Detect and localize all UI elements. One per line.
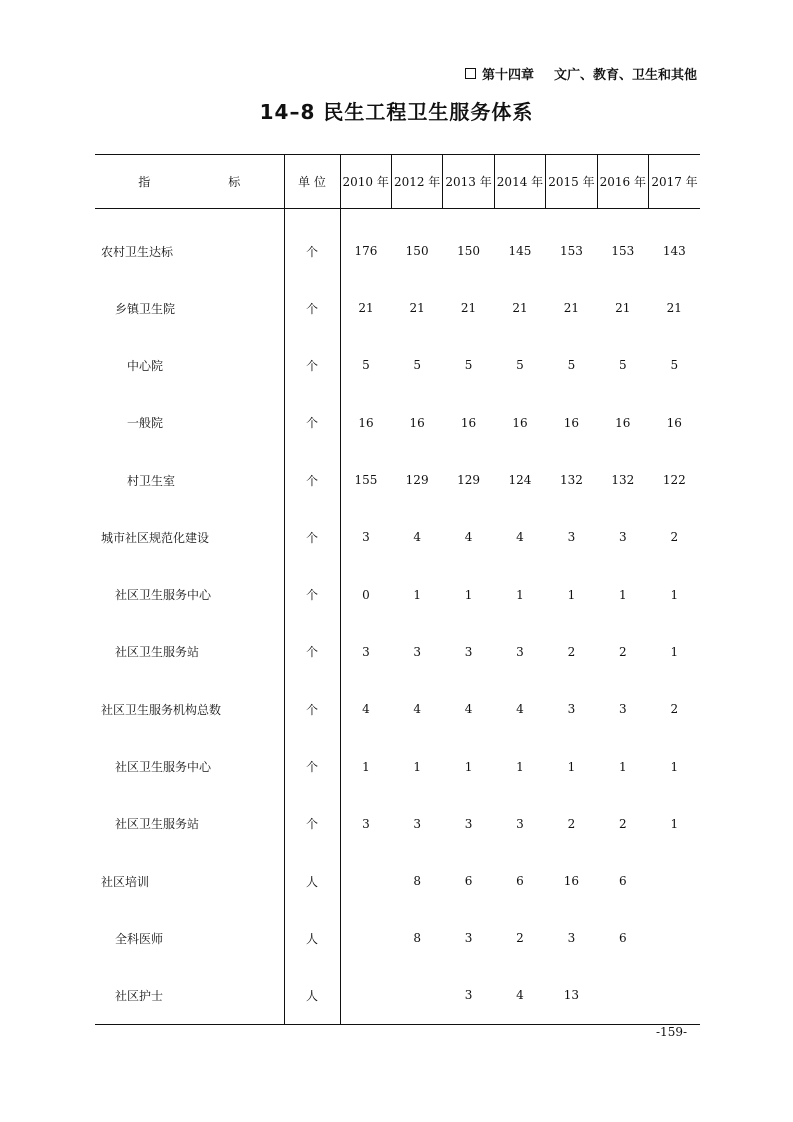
value-cell: 3 (567, 530, 576, 545)
value-cell: 3 (516, 644, 524, 659)
indicator-name: 城市社区规范化建设 (95, 509, 284, 566)
value-cell: 3 (464, 644, 473, 659)
value-cell (649, 910, 700, 967)
value-cell: 2 (670, 702, 679, 717)
value-cell: 1 (464, 759, 473, 774)
value-cell: 21 (409, 301, 425, 316)
value-cell: 3 (362, 644, 370, 659)
unit-cell: 个 (284, 394, 340, 451)
value-cell: 3 (413, 644, 421, 659)
table-row (95, 967, 700, 1024)
value-cell: 5 (464, 358, 473, 373)
indicator-name: 社区卫生服务站 (95, 623, 284, 680)
year-column-header: 2014 年 (494, 155, 545, 209)
value-cell: 3 (516, 816, 524, 831)
value-cell: 3 (619, 702, 627, 717)
value-cell: 1 (567, 759, 576, 774)
unit-cell: 个 (284, 738, 340, 795)
value-cell: 153 (611, 244, 635, 259)
value-cell: 132 (559, 473, 583, 488)
value-cell: 4 (362, 702, 370, 717)
value-cell: 3 (619, 530, 627, 545)
value-cell: 21 (512, 301, 528, 316)
chapter-number: 第十四章 (481, 68, 534, 83)
value-cell: 2 (567, 816, 576, 831)
value-cell: 3 (464, 931, 473, 946)
value-cell (649, 967, 700, 1024)
square-bullet-icon (465, 68, 476, 79)
value-cell: 3 (362, 816, 370, 831)
value-cell: 143 (662, 244, 686, 259)
indicator-name: 社区培训 (95, 852, 284, 909)
table-row (95, 209, 700, 280)
value-cell: 6 (464, 874, 473, 889)
value-cell: 5 (516, 358, 524, 373)
value-cell: 21 (460, 301, 477, 316)
table-row (95, 280, 700, 337)
value-cell: 3 (567, 702, 576, 717)
page-title: 14–8 民生工程卫生服务体系 (259, 100, 534, 124)
value-cell (340, 852, 391, 909)
indicator-name: 全科医师 (95, 910, 284, 967)
indicator-name: 一般院 (95, 394, 284, 451)
value-cell: 1 (670, 644, 679, 659)
indicator-name: 农村卫生达标 (95, 209, 284, 280)
value-cell: 4 (464, 702, 473, 717)
value-cell: 122 (662, 473, 686, 488)
value-cell: 13 (546, 967, 597, 1024)
value-cell: 6 (619, 874, 627, 889)
table-row (95, 738, 700, 795)
value-cell (649, 852, 700, 909)
indicator-column-header: 指 标 (95, 155, 284, 209)
value-cell (597, 967, 648, 1024)
value-cell: 1 (670, 759, 679, 774)
value-cell: 5 (362, 358, 370, 373)
table-row (95, 910, 700, 967)
value-cell: 16 (666, 415, 682, 430)
indicator-name: 社区卫生服务机构总数 (95, 681, 284, 738)
unit-cell: 个 (284, 623, 340, 680)
value-cell: 3 (567, 931, 576, 946)
table-row (95, 623, 700, 680)
value-cell: 1 (567, 587, 576, 602)
table-row (95, 509, 700, 566)
value-cell: 21 (615, 301, 631, 316)
value-cell: 124 (508, 473, 532, 488)
value-cell: 16 (615, 415, 631, 430)
value-cell: 150 (457, 244, 480, 259)
unit-cell: 个 (284, 566, 340, 623)
year-column-header: 2010 年 (340, 155, 391, 209)
value-cell: 21 (666, 301, 682, 316)
value-cell: 4 (516, 702, 524, 717)
value-cell: 4 (413, 530, 421, 545)
unit-cell: 个 (284, 681, 340, 738)
indicator-name: 社区卫生服务中心 (95, 738, 284, 795)
value-cell: 2 (619, 816, 627, 831)
value-cell: 16 (460, 415, 477, 430)
value-cell: 2 (567, 644, 576, 659)
value-cell (340, 910, 391, 967)
unit-column-header: 单 位 (284, 155, 340, 209)
value-cell: 0 (362, 587, 370, 602)
chapter-title: 文广、教育、卫生和其他 (553, 68, 697, 83)
value-cell: 8 (413, 874, 421, 889)
table-row (95, 852, 700, 909)
value-cell: 155 (354, 473, 378, 488)
value-cell: 1 (413, 759, 421, 774)
unit-cell: 个 (284, 795, 340, 852)
value-cell: 5 (670, 358, 679, 373)
value-cell: 16 (512, 415, 528, 430)
value-cell: 16 (563, 415, 580, 430)
unit-cell: 个 (284, 280, 340, 337)
value-cell: 1 (516, 759, 524, 774)
value-cell: 16 (409, 415, 425, 430)
unit-cell: 个 (284, 209, 340, 280)
year-column-header: 2015 年 (546, 155, 597, 209)
statistics-table (95, 154, 700, 1025)
page-number: -159- (656, 1025, 688, 1039)
indicator-name: 乡镇卫生院 (95, 280, 284, 337)
value-cell: 3 (362, 530, 370, 545)
value-cell: 6 (619, 931, 627, 946)
value-cell: 4 (413, 702, 421, 717)
indicator-name: 村卫生室 (95, 451, 284, 508)
value-cell: 1 (516, 587, 524, 602)
table-header-row (95, 155, 700, 209)
table-row (95, 795, 700, 852)
indicator-name: 中心院 (95, 337, 284, 394)
value-cell: 1 (670, 816, 679, 831)
value-cell: 5 (567, 358, 576, 373)
value-cell: 4 (516, 530, 524, 545)
value-cell: 132 (611, 473, 635, 488)
unit-cell: 个 (284, 337, 340, 394)
value-cell: 2 (670, 530, 679, 545)
value-cell: 2 (619, 644, 627, 659)
value-cell: 4 (464, 530, 473, 545)
value-cell: 5 (413, 358, 421, 373)
value-cell: 129 (405, 473, 429, 488)
table-row (95, 337, 700, 394)
year-column-header: 2012 年 (391, 155, 442, 209)
value-cell: 176 (354, 244, 378, 259)
value-cell: 4 (494, 967, 545, 1024)
value-cell: 2 (516, 931, 524, 946)
unit-cell: 人 (284, 967, 340, 1024)
indicator-name: 社区护士 (95, 967, 284, 1024)
unit-cell: 个 (284, 451, 340, 508)
table-row (95, 681, 700, 738)
value-cell: 21 (358, 301, 374, 316)
value-cell: 5 (619, 358, 627, 373)
value-cell: 3 (443, 967, 494, 1024)
value-cell: 3 (413, 816, 421, 831)
value-cell: 1 (619, 759, 627, 774)
running-header (465, 64, 697, 83)
indicator-name: 社区卫生服务中心 (95, 566, 284, 623)
value-cell: 153 (559, 244, 583, 259)
value-cell: 150 (405, 244, 429, 259)
unit-cell: 个 (284, 509, 340, 566)
indicator-name: 社区卫生服务站 (95, 795, 284, 852)
year-column-header: 2016 年 (597, 155, 648, 209)
year-column-header: 2013 年 (443, 155, 494, 209)
value-cell: 16 (358, 415, 374, 430)
value-cell: 1 (413, 587, 421, 602)
value-cell: 3 (464, 816, 473, 831)
table-row (95, 451, 700, 508)
value-cell: 1 (619, 587, 627, 602)
value-cell: 129 (457, 473, 480, 488)
value-cell: 16 (563, 874, 580, 889)
value-cell: 1 (362, 759, 370, 774)
unit-cell: 人 (284, 910, 340, 967)
unit-cell: 人 (284, 852, 340, 909)
value-cell: 6 (516, 874, 524, 889)
value-cell: 145 (508, 244, 532, 259)
year-column-header: 2017 年 (649, 155, 700, 209)
value-cell (391, 967, 442, 1024)
value-cell: 1 (670, 587, 679, 602)
value-cell (340, 967, 391, 1024)
value-cell: 1 (464, 587, 473, 602)
value-cell: 8 (413, 931, 421, 946)
table-row (95, 394, 700, 451)
table-row (95, 566, 700, 623)
value-cell: 21 (563, 301, 580, 316)
